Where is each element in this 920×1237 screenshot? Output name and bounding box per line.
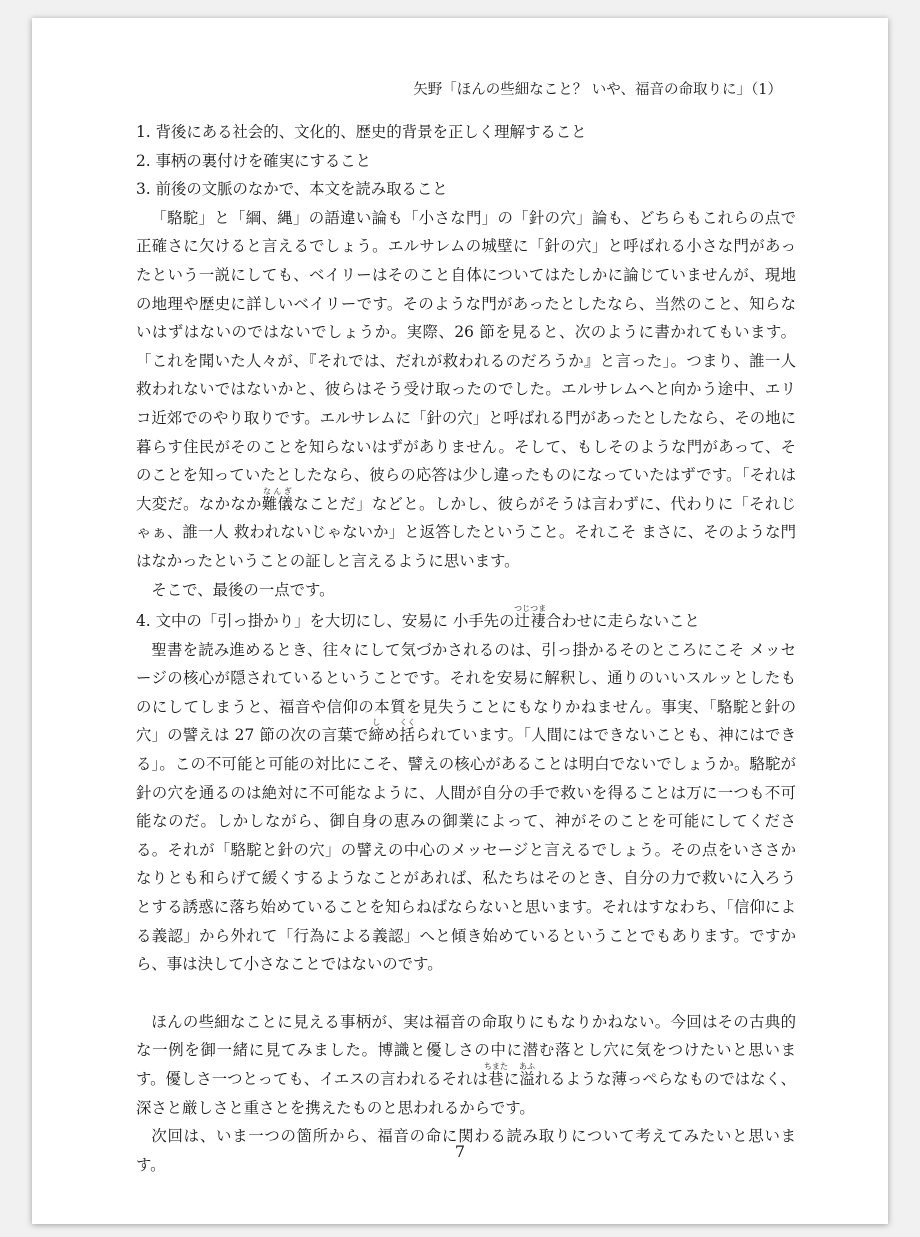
list-item-4: 4. 文中の「引っ掛かり」を大切にし、安易に 小手先の辻褄つじつま合わせに走らないこと [136,604,700,631]
ruby-shi: 締し [368,718,385,745]
ruby-afu: 溢あふ [518,1062,535,1088]
document-page [32,18,888,1224]
list-item-3: 3. 前後の文脈のなかで、本文を読み取ること [136,180,448,199]
paragraph-3: 聖書を読み進めるとき、往々にして気づかされるのは、引っ掛かるそのところにこそ メッセージの核心が隠されているということです。それを安易に解釈し、通りのいいスルッとしたものにしてしまうと、福音や信仰の本質を見失うことにもなりかねません。事実、「駱駝と針の穴」の譬えは 27 節の次の言葉で締しめ括くくられています。「人間にはできないことも、神にはできる」。この不可能と可能の対比にこそ、譬えの核心があることは明白でないでしょうか。駱駝が針の穴を通るのは絶対に不可能なように、人間が自分の手で救いを得ることは万に一つも不可能なのだ。しかしながら、御自身の恵みの御業によって、神がそのことを可能にしてくださる。それが「駱駝と針の穴」の譬えの中心のメッセージと言えるでしょう。その点をいささかなりとも和らげて緩くするようなことがあれば、私たちはそのとき、自分の力で救いに入ろうとする誘惑に落ち始めていることを知らねばならないと思います。それはすなわち、「信仰による義認」から外れて「行為による義認」へと傾き始めているということでもあります。ですから、事は決して小さなことではないのです。 [136,640,796,974]
paragraph-gap [136,979,796,1008]
paragraph-1: 「駱駝」と「綱、縄」の語違い論も「小さな門」の「針の穴」論も、どちらもこれらの点で正確さに欠けると言えるでしょう。エルサレムの城壁に「針の穴」と呼ばれる小さな門があったという一説にしても、ベイリーはそのこと自体についてはたしかに論じていませんが、現地の地理や歴史に詳しいベイリーです。そのような門があったとしたなら、当然のこと、知らないはずはないのではないでしょうか。実際、26 節を見ると、次のように書かれてもいます。「これを聞いた人々が、『それでは、だれが救われるのだろうか』と言った」。つまり、誰一人 救われないではないかと、彼らはそう受け取ったのでした。エルサレムへと向かう途中、エリコ近郊でのやり取りです。エルサレムに「針の穴」と呼ばれる門があったとしたなら、その地に暮らす住民がそのことを知らないはずがありません。そして、もしそのような門があって、そのことを知っていたとしたなら、彼らの応答は少し違ったものになっていたはずです。「それは大変だ。なかなか難儀なんぎなことだ」などと。しかし、彼らがそうは言わずに、代わりに「それじゃぁ、誰一人 救われないじゃないか」と返答したということ。それこそ まさに、そのような門はなかったということの証しと言えるように思います。 [136,208,796,570]
ruby-kuku: 括くく [399,718,416,745]
ruby-tsujitsuma: 辻褄つじつま [514,604,547,631]
body-text [136,118,796,1179]
paragraph-5: 次回は、いま一つの箇所から、福音の命に関わる読み取りについて考えてみたいと思います。 [136,1127,796,1174]
ruby-nangi: 難儀なんぎ [261,486,294,513]
list-item-1: 1. 背後にある社会的、文化的、歴史的背景を正しく理解すること [136,123,587,141]
ruby-chimata: 巷ちまた [483,1062,508,1088]
paragraph-2: そこで、最後の一点です。 [151,580,335,599]
page-number: 7 [454,1142,466,1161]
running-header: 矢野「ほんの些細なこと？ いや、福音の命取りに」（1） [413,82,782,98]
paragraph-4: ほんの些細なことに見える事柄が、実は福音の命取りにもなりかねない。今回はその古典的な一例を御一緒に見てみました。博識と優しさの中に潜む落とし穴に気をつけたいと思います。優しさ一つとっても、イエスの言われるそれは巷ちまたに溢あふれるような薄っぺらなものではなく、深さと厳しさと重さとを携えたものと思われるからです。 [136,1012,796,1117]
list-item-2: 2. 事柄の裏付けを確実にすること [136,151,372,170]
